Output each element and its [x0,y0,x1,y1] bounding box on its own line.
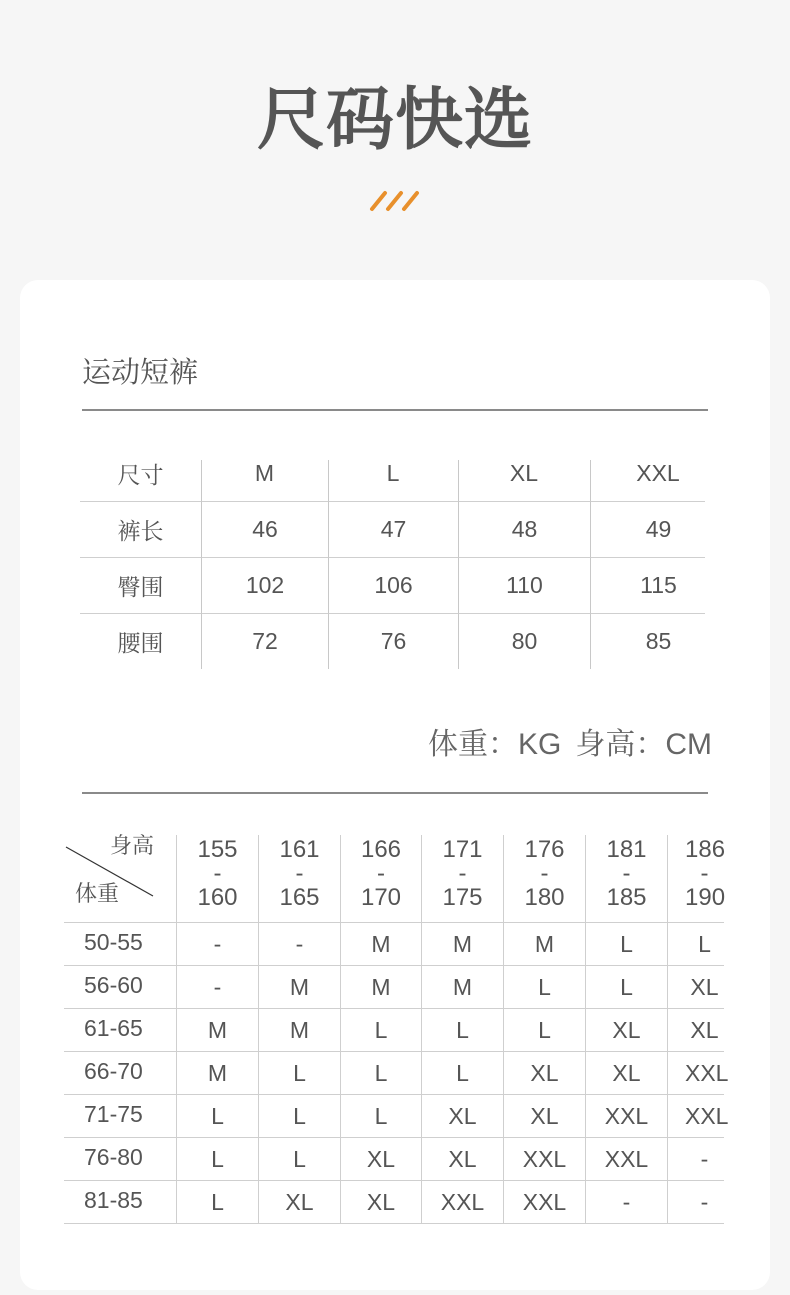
height-range-from: 181 [606,836,647,863]
recommended-size: L [176,1094,258,1137]
recommended-size: - [258,922,340,965]
measurement-value: 106 [328,557,458,613]
recommended-size: L [340,1008,421,1051]
page-title: 尺码快选 [256,82,533,158]
size-table [80,445,705,669]
height-axis-label: 身高 [110,833,155,858]
recommended-size: XXL [585,1137,667,1180]
weight-axis-label: 体重 [75,881,120,906]
recommended-size: XXL [503,1180,585,1224]
weight-range-label: 76-80 [64,1137,176,1180]
size-table-body [80,445,705,669]
recommended-size: M [340,922,421,965]
height-range-to: 160 [197,884,238,911]
height-range-header [340,835,421,922]
recommended-size: XL [503,1094,585,1137]
measurement-value: 110 [458,557,590,613]
weight-range-label: 56-60 [64,965,176,1008]
recommended-size: L [503,965,585,1008]
weight-range-label: 66-70 [64,1051,176,1094]
fit-table-row [64,965,724,1008]
recommended-size: XXL [421,1180,503,1224]
measurement-label: 裤长 [80,501,201,557]
measurement-value: 102 [201,557,328,613]
recommended-size: - [667,1137,724,1180]
recommended-size: XL [585,1051,667,1094]
fit-table-row [64,1008,724,1051]
height-range-sep: - [213,860,222,887]
fit-table-row [64,1094,724,1137]
fit-table [64,833,729,1224]
recommended-size: - [585,1180,667,1224]
height-range-header [585,835,667,922]
height-range-to: 165 [279,884,320,911]
measurement-value: 80 [458,613,590,669]
size-header-cell: XXL [590,445,705,501]
fit-table-row [64,1137,724,1180]
height-range-to: 175 [442,884,483,911]
size-table-header-row [80,445,705,501]
recommended-size: M [421,922,503,965]
recommended-size: XL [667,1008,724,1051]
corner-header-cell [64,835,176,922]
units-divider [82,792,708,794]
recommended-size: L [176,1137,258,1180]
recommended-size: M [340,965,421,1008]
recommended-size: L [585,965,667,1008]
height-range-header [503,835,585,922]
fit-table-row [64,1180,724,1224]
height-range-sep: - [458,860,467,887]
recommended-size: XXL [503,1137,585,1180]
size-table-row [80,501,705,557]
measurement-label: 臀围 [80,557,201,613]
slash-mark [372,193,385,209]
height-range-header [421,835,503,922]
recommended-size: L [176,1180,258,1224]
weight-range-label: 71-75 [64,1094,176,1137]
size-header-cell: M [201,445,328,501]
measurement-value: 49 [590,501,705,557]
height-range-sep: - [377,860,385,887]
height-range-header [176,835,258,922]
fit-table-row [64,922,724,965]
weight-unit-label: 体重：KG [427,728,562,761]
size-column-label: 尺寸 [117,461,164,488]
height-range-header [258,835,340,922]
section-title: 运动短裤 [82,357,199,389]
recommended-size: XL [667,965,724,1008]
measurement-value: 72 [201,613,328,669]
measurement-value: 85 [590,613,705,669]
measurement-label: 腰围 [80,613,201,669]
recommended-size: L [421,1051,503,1094]
height-range-from: 161 [279,836,320,863]
measurement-value: 46 [201,501,328,557]
recommended-size: L [503,1008,585,1051]
recommended-size: XXL [667,1051,724,1094]
recommended-size: XL [503,1051,585,1094]
recommended-size: - [176,965,258,1008]
fit-table-header-row [64,835,724,922]
height-range-sep: - [295,860,304,887]
recommended-size: - [176,922,258,965]
height-range-sep: - [700,860,709,887]
height-range-sep: - [540,860,549,887]
weight-range-label: 81-85 [64,1180,176,1224]
recommended-size: M [176,1051,258,1094]
fit-table-row [64,1051,724,1094]
height-unit-label: 身高：CM [575,728,712,761]
section-divider [82,409,708,411]
recommended-size: M [421,965,503,1008]
height-range-to: 190 [685,884,726,911]
recommended-size: L [258,1094,340,1137]
recommended-size: XXL [585,1094,667,1137]
measurement-value: 76 [328,613,458,669]
measurement-value: 115 [590,557,705,613]
weight-range-label: 50-55 [64,922,176,965]
weight-range-label: 61-65 [64,1008,176,1051]
recommended-size: M [503,922,585,965]
height-range-from: 155 [197,836,238,863]
measurement-value: 48 [458,501,590,557]
size-table-row [80,613,705,669]
recommended-size: L [258,1051,340,1094]
height-range-from: 171 [442,836,483,863]
height-range-sep: - [622,860,631,887]
size-table-row [80,557,705,613]
recommended-size: L [340,1051,421,1094]
slash-mark [404,193,417,209]
recommended-size: L [667,922,724,965]
fit-table-body [64,833,729,1224]
recommended-size: XL [421,1137,503,1180]
height-range-from: 186 [685,836,726,863]
recommended-size: XXL [667,1094,724,1137]
slash-mark [388,193,401,209]
recommended-size: XL [421,1094,503,1137]
height-range-to: 185 [606,884,647,911]
size-guide-card [20,280,770,1290]
units-note [428,725,712,765]
size-header-cell: XL [458,445,590,501]
recommended-size: XL [585,1008,667,1051]
slash-decoration [365,188,425,214]
height-range-header [667,835,724,922]
recommended-size: XL [340,1137,421,1180]
recommended-size: XL [258,1180,340,1224]
recommended-size: L [258,1137,340,1180]
recommended-size: L [340,1094,421,1137]
size-header-cell: L [328,445,458,501]
height-range-from: 176 [524,836,565,863]
recommended-size: M [258,1008,340,1051]
recommended-size: L [585,922,667,965]
recommended-size: - [667,1180,724,1224]
height-range-to: 170 [360,884,402,911]
recommended-size: M [176,1008,258,1051]
measurement-value: 47 [328,501,458,557]
recommended-size: XL [340,1180,421,1224]
height-range-to: 180 [524,884,565,911]
height-range-from: 166 [360,836,402,863]
recommended-size: L [421,1008,503,1051]
recommended-size: M [258,965,340,1008]
